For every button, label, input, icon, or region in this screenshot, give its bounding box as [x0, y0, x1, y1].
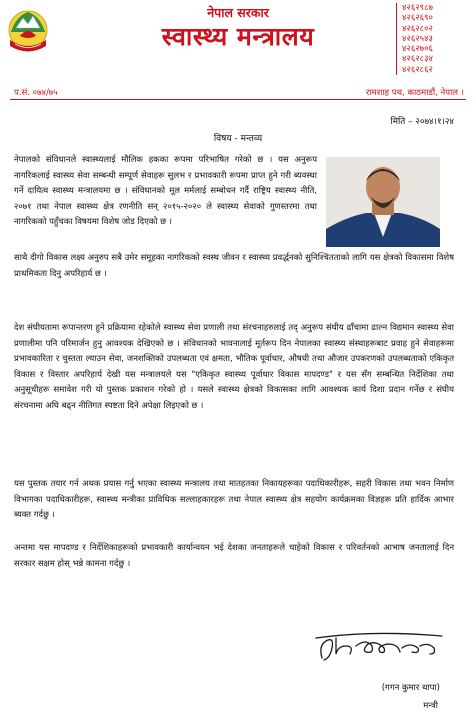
paragraph-closing: अन्तमा यस मापदण्ड र निर्देशिकाहरूको प्रभावकारी कार्यान्वयन भई देशका जनताहरूले चाहेको विकास र परिवर्तनको आभाष जनतालाई दिन सरकार सक्षम होस् भन्ने कामना गर्दछु । — [14, 542, 454, 568]
office-address: रामशाह पथ, काठमाडौं, नेपाल । — [365, 88, 464, 98]
phone-number: ४२६२५४३ — [402, 33, 433, 44]
phone-number: ४२६२६९० — [402, 13, 433, 24]
paragraph-intro: नेपालको संविधानले स्वास्थ्यलाई मौलिक हकका रूपमा परिभाषित गरेको छ । यस अनुरूप नागरिकलाई स्वास्थ्य सेवा सम्बन्धी सम्पूर्ण सेवाहरू सुलभ र प्रभावकारी रूपमा प्राप्त हुने गरी ब्यवस्था गर्ने दायित्व स्वास्थ्य मन्त्रालयमा छ । संविधानको मूल मर्मलाई सम्बोधन गर्दै राष्ट्रिय स्वास्थ्य नीति, २०७१ तथा नेपाल स्वास्थ्य क्षेत्र रणनीति सन् २०१५-२०२० ले स्वास्थ्य सेवाको गुणस्तरमा तथा नागरिकको पहुँचका विषयमा विशेष जोड दिएको छ । — [14, 154, 317, 227]
reference-number: प.सं. ०७४/७५ — [14, 88, 58, 98]
signer-title: मन्त्री — [423, 701, 438, 711]
paragraph-thanks: यस पुस्तक तयार गर्न अथक प्रयास गर्नु भएका स्वास्थ्य मन्त्रालय तथा मातहतका निकायहरूका पदाधिकारीहरू, सहरी विकास तथा भवन निर्माण विभागका पदाधिकारीहरू, स्वास्थ्य मन्त्रीका प्राविधिक सल्लाहकारहरू तथा नेपाल स्वास्थ्य क्षेत्र सहयोग कार्यक्रमका विज्ञहरू प्रति हार्दिक आभार ब्यक्त गर्दछु । — [14, 478, 454, 520]
letter-subject: विषय - मन्तव्य — [213, 134, 263, 144]
phone-number: ४२६२९८७ — [402, 3, 433, 13]
phone-number: ४२६२७०६ — [402, 44, 433, 55]
header-divider — [10, 99, 466, 100]
letter-date: मिति – २०७४।१।२४ — [390, 117, 454, 127]
signer-name: (गगन कुमार थापा) — [381, 683, 440, 693]
signature-image — [314, 624, 446, 672]
ministry-name: स्वास्थ्य मन्त्रालय — [161, 22, 315, 51]
phone-number: ४२६२८६२ — [402, 64, 433, 75]
paragraph-sdg: साथै दीगो विकास लक्ष्य अनुरुप सबै उमेर समूहका नागरिकको स्वस्थ जीवन र स्वास्थ्य प्रवर्द्धनको सुनिश्चितताको लागि यस क्षेत्रको विकासमा विशेष प्राथमिकता दिनु अपरिहार्य छ । — [14, 252, 454, 278]
minister-photo — [326, 157, 440, 247]
phone-number: ४२६२८०२ — [402, 23, 433, 34]
phone-number: ४२६२८३४ — [402, 54, 433, 65]
government-name: नेपाल सरकार — [207, 5, 269, 20]
paragraph-federal: देश संघीयतामा रूपान्तरण हुने प्रक्रियामा रहेकोले स्वास्थ्य सेवा प्रणाली तथा संरचनाहरुलाई तद् अनुरूप संघीय ढाँचामा ढाल्न विद्यमान स्वास्थ्य सेवा प्रणालीमा पनि परिमार्जन हुनु आवश्यक देखिएको छ । संविधानको भावनालाई मूर्तरूप दिन नेपालका स्वास्थ्य संस्थाहरूबाट प्रवाह हुने सेवाहरूमा प्रभावकारिता र चुस्तता ल्याउन सेवा, जनशक्तिको उपलब्धता एवं क्षमता, भौतिक पूर्वाधार, औषधी तथा औजार उपकरणको उपलब्धताको एकिकृत विकास र विस्तार अपरिहार्य देखी यस मन्त्रालयले यस "एकिकृत स्वास्थ्य पूर्वाधार विकास मापदण्ड" र यस सँग सम्बन्धित निर्देशिका तथा अनुसूचीहरू समावेश गरी यो पुस्तक प्रकाशन गरेको हो । यसले स्वास्थ्य क्षेत्रको विकासका लागि आवश्यक कार्य दिशा प्रदान गर्नेछ र संघीय संरचनामा अघि बढ्न नीतिगत स्पष्टता दिने अपेक्षा लिइएको छ । — [14, 322, 454, 410]
phone-numbers — [396, 3, 466, 75]
